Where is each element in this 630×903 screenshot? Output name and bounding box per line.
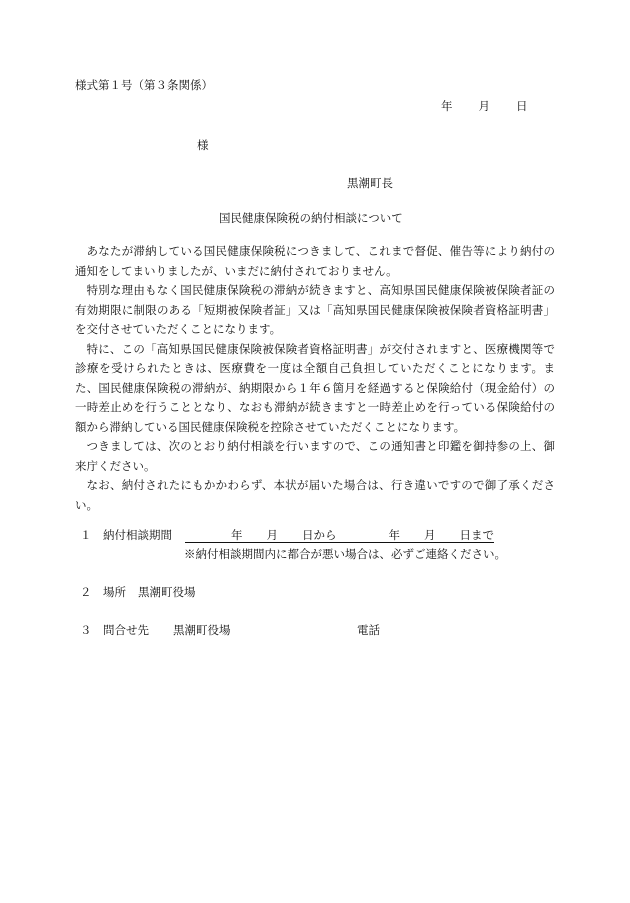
period-month-2: 月 (424, 528, 436, 542)
period-year-2: 年 (388, 528, 400, 542)
paragraph-4: つきましては、次のとおり納付相談を行いますので、この通知書と印鑑を御持参の上、御来庁ください。 (75, 439, 555, 473)
document-title: 国民健康保険税の納付相談について (219, 211, 403, 225)
sender-name: 黒潮町長 (347, 176, 393, 190)
item-1-number: １ (80, 528, 92, 542)
item-2-number: ２ (80, 585, 92, 599)
paragraph-5: なお、納付されたにもかかわらず、本状が届いた場合は、行き違いですので御了承ください。 (75, 478, 555, 512)
body-text (75, 242, 555, 515)
item-3-label: 問合せ先 (103, 623, 149, 637)
paragraph-2: 特別な理由もなく国民健康保険税の滞納が続きますと、高知県国民健康保険被保険者証の有効期限に制限のある「短期被保険者証」又は「高知県国民健康保険被保険者資格証明書」を交付させていただくことになります。 (75, 283, 555, 336)
date-day-label: 日 (516, 99, 528, 113)
item-2-label: 場所 (103, 585, 126, 599)
item-2-value: 黒潮町役場 (138, 585, 196, 599)
paragraph-3: 特に、この「高知県国民健康保険被保険者資格証明書」が交付されますと、医療機関等で診療を受けられたときは、医療費を一度は全額自己負担していただくことになります。また、国民健康保険税の滞納が、納期限から１年６箇月を経過すると保険給付（現金給付）の一時差止めを行うこととなり、なおも滞納が続きますと一時差止めを行っている保険給付の額から滞納している国民健康保険税を控除させていただくことになります。 (75, 341, 555, 434)
period-month-1: 月 (266, 528, 278, 542)
date-year-label: 年 (441, 99, 453, 113)
period-underline (185, 530, 494, 543)
paragraph-1: あなたが滞納している国民健康保険税につきまして、これまで督促、催告等により納付の通知をしてまいりましたが、いまだに納付されておりません。 (75, 244, 555, 278)
item-3-number: ３ (80, 623, 92, 637)
addressee-suffix: 様 (197, 138, 209, 152)
period-year-1: 年 (231, 528, 243, 542)
item-1-label: 納付相談期間 (103, 528, 172, 542)
consultation-period (185, 530, 494, 543)
period-day-2: 日まで (459, 528, 494, 542)
form-label: 様式第１号（第３条関係） (75, 78, 213, 92)
date-month-label: 月 (478, 99, 490, 113)
item-3-value: 黒潮町役場 (173, 623, 231, 637)
phone-label: 電話 (357, 623, 380, 637)
date-line (441, 101, 528, 113)
period-day-1: 日から (302, 528, 337, 542)
period-note: ※納付相談期間内に都合が悪い場合は、必ずご連絡ください。 (184, 547, 506, 561)
